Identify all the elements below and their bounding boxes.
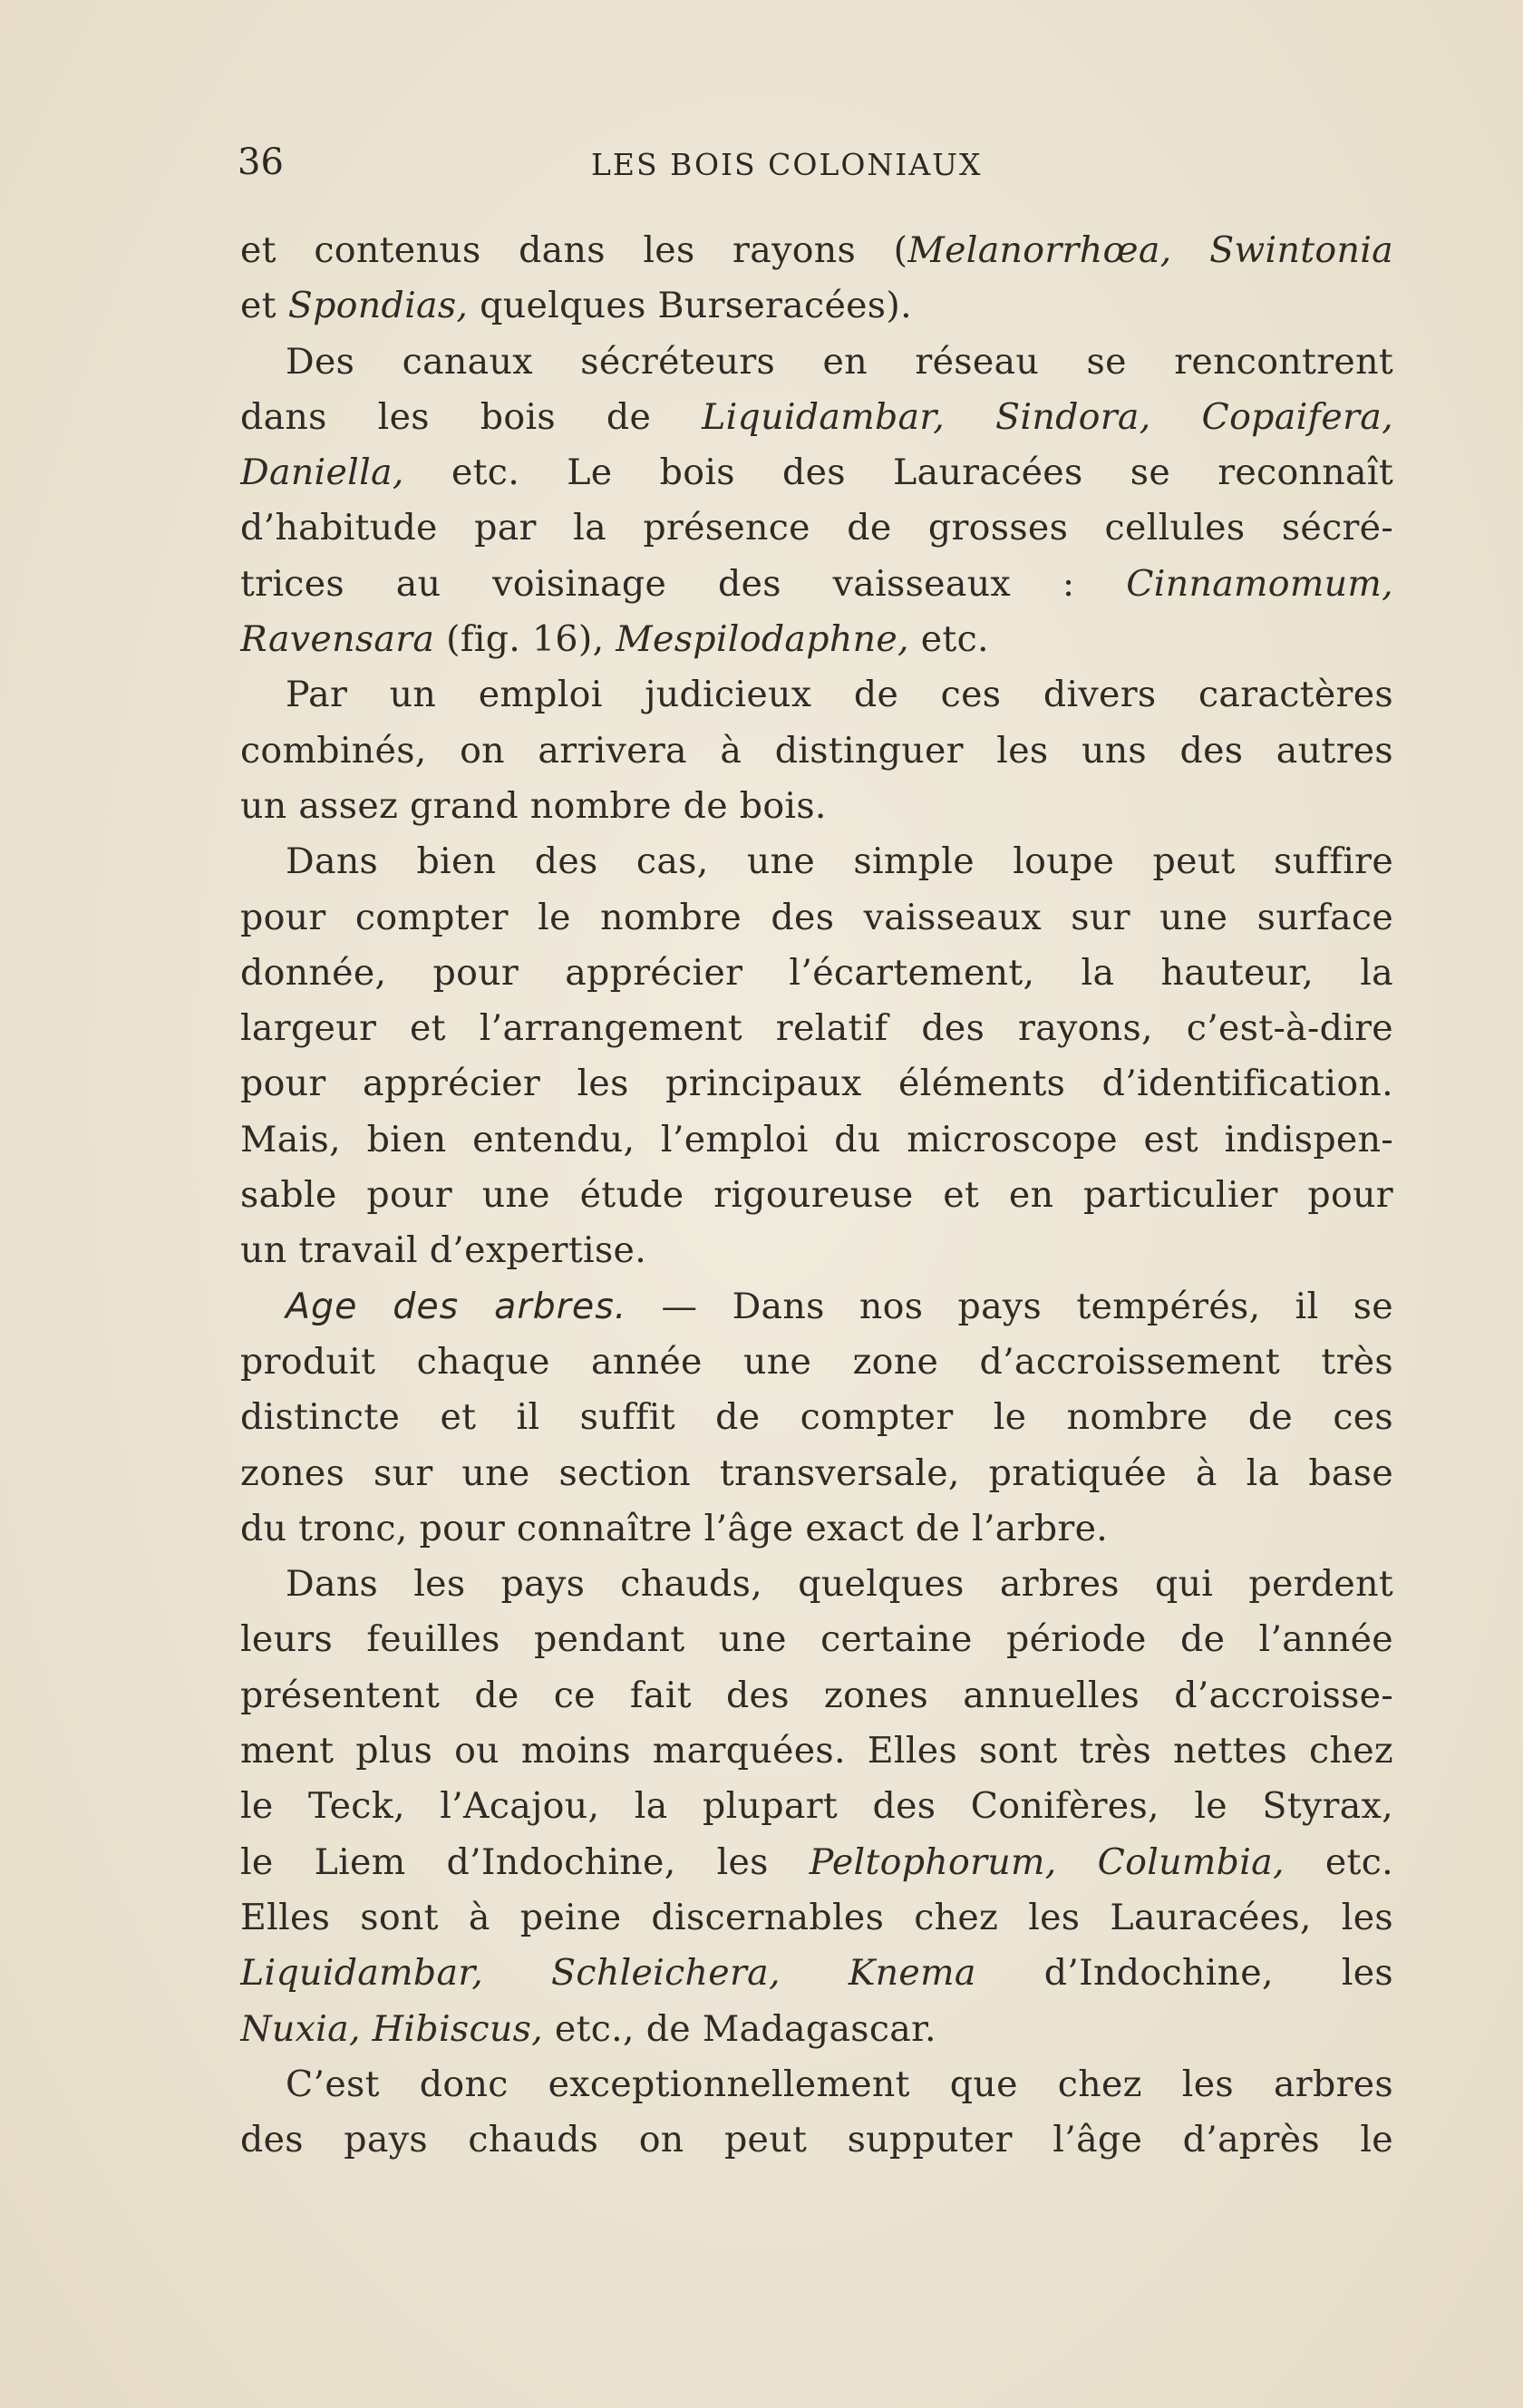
italic-term: Liquidambar, Schleichera, Knema [240,1952,976,1995]
paragraph [240,834,1393,1278]
text-line: Elles sont à peine discernables chez les Lauracées, les [240,1896,1393,1938]
paragraph [240,1557,1393,2057]
text-line: ment plus ou moins marquées. Elles sont très nettes chez [240,1730,1393,1772]
paragraph [240,223,1393,335]
text-line: d’habitude par la présence de grosses cellules sécré- [240,507,1393,549]
italic-term: Peltophorum, Columbia, [809,1840,1285,1883]
italic-term: Cinnamomum, [1126,562,1393,605]
page-header [238,136,1396,199]
page-number: 36 [238,141,284,183]
text-line: Daniella, etc. Le bois des Lauracées se reconnaît [240,452,1393,494]
paragraph [240,2057,1393,2169]
text-line: Nuxia, Hibiscus, etc., de Madagascar. [240,2007,936,2050]
paragraph [240,335,1393,668]
paragraph [240,667,1393,834]
text-line: donnée, pour apprécier l’écartement, la hauteur, la [240,951,1393,994]
italic-term: Ravensara [240,618,435,661]
text-line: C’est donc exceptionnellement que chez les arbres [286,2063,1393,2105]
text-line: combinés, on arrivera à distinguer les uns des autres [240,729,1393,772]
text-line: et Spondias, quelques Burseracées). [240,285,912,327]
section-title: Age des arbres. [286,1285,627,1327]
text-line: largeur et l’arrangement relatif des rayons, c’est-à-dire [240,1007,1393,1050]
text-line: Age des arbres. — Dans nos pays tempérés, il se [286,1285,1393,1327]
text-line: distincte et il suffit de compter le nombre de ces [240,1396,1393,1439]
italic-term: Melanorrhœa, Swintonia [907,229,1393,271]
text-line: Mais, bien entendu, l’emploi du microscope est indispen- [240,1118,1393,1160]
italic-term: Spondias, [287,285,469,327]
text-line: Des canaux sécréteurs en réseau se rencontrent [286,340,1393,383]
text-line: Par un emploi judicieux de ces divers caractères [286,674,1393,716]
text-line: Dans bien des cas, une simple loupe peut suffire [286,840,1393,883]
italic-term: Liquidambar, Sindora, Copaifera, [702,395,1393,438]
text-line: le Liem d’Indochine, les Peltophorum, Columbia, etc. [240,1840,1393,1883]
text-line: produit chaque année une zone d’accroissement très [240,1340,1393,1383]
text-line: dans les bois de Liquidambar, Sindora, Copaifera, [240,395,1393,438]
text-line: Liquidambar, Schleichera, Knema d’Indochine, les [240,1952,1393,1995]
text-line: trices au voisinage des vaisseaux : Cinnamomum, [240,562,1393,605]
text-line: Dans les pays chauds, quelques arbres qui perdent [286,1563,1393,1606]
text-line: du tronc, pour connaître l’âge exact de l’arbre. [240,1507,1109,1549]
italic-term: Mespilodaphne, [616,618,909,661]
text-line: présentent de ce fait des zones annuelles d’accroisse- [240,1674,1393,1716]
text-line: pour apprécier les principaux éléments d’identification. [240,1063,1393,1105]
text-line: un travail d’expertise. [240,1229,647,1272]
text-line: un assez grand nombre de bois. [240,784,827,827]
text-line: et contenus dans les rayons (Melanorrhœa, Swintonia [240,229,1393,271]
body-text [240,223,1393,2168]
text-line: le Teck, l’Acajou, la plupart des Conifères, le Styrax, [240,1785,1393,1828]
running-title: LES BOIS COLONIAUX [591,147,983,182]
text-line: Ravensara (fig. 16), Mespilodaphne, etc. [240,618,989,661]
italic-term: Nuxia, Hibiscus, [240,2007,544,2050]
text-line: zones sur une section transversale, pratiquée à la base [240,1452,1393,1494]
text-line: leurs feuilles pendant une certaine période de l’année [240,1618,1393,1661]
italic-term: Daniella, [240,452,404,494]
text-line: sable pour une étude rigoureuse et en particulier pour [240,1174,1393,1217]
paragraph [240,1279,1393,1557]
text-line: des pays chauds on peut supputer l’âge d’après le [240,2119,1393,2161]
text-line: pour compter le nombre des vaisseaux sur une surface [240,896,1393,938]
